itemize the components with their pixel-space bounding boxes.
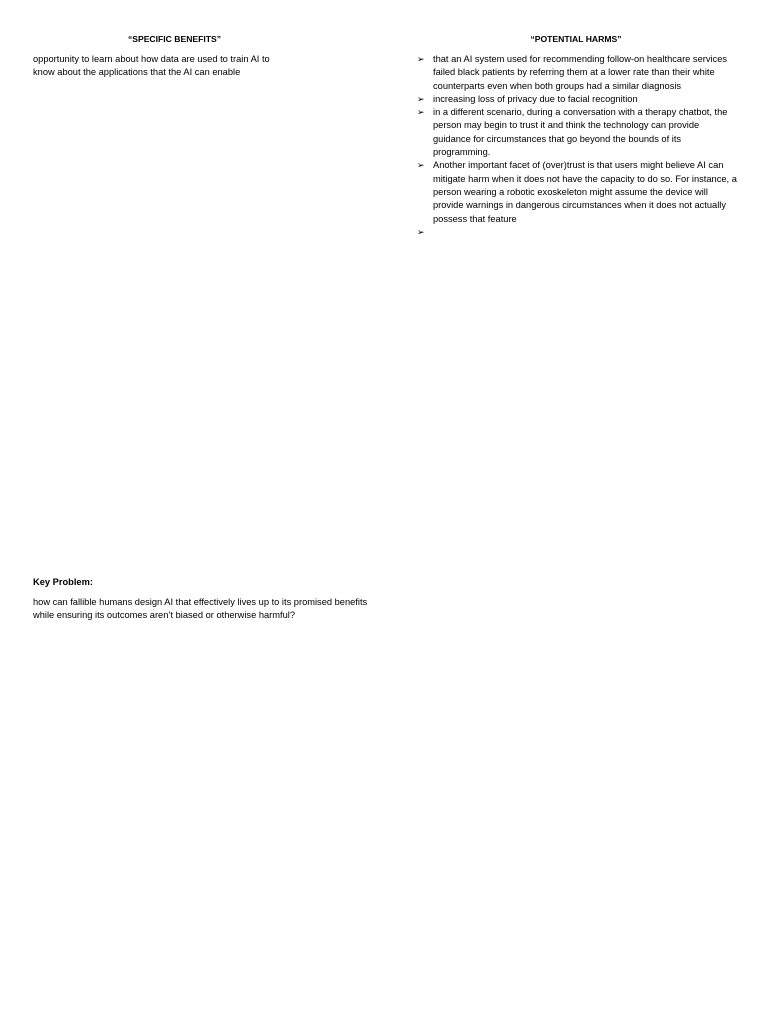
harms-list: [417, 53, 737, 239]
benefits-text: opportunity to learn about how data are used to train AI to know about the applications that the AI can enable: [33, 54, 270, 78]
arrow-bullet-icon: ➢: [417, 160, 425, 171]
harms-heading: “POTENTIAL HARMS”: [530, 34, 622, 44]
arrow-bullet-icon: ➢: [417, 107, 425, 118]
harm-item-text: in a different scenario, during a conversation with a therapy chatbot, the person may begin to trust it and think the technology can provide guidance for circumstances that go beyond the bounds of its programming.: [433, 107, 728, 158]
list-item: [417, 53, 737, 93]
benefits-heading: “SPECIFIC BENEFITS”: [127, 34, 222, 44]
list-item: [417, 226, 737, 239]
list-item: [417, 159, 737, 225]
arrow-bullet-icon: ➢: [417, 93, 425, 104]
arrow-bullet-icon: ➢: [417, 54, 425, 64]
arrow-bullet-icon: ➢: [417, 226, 425, 237]
key-problem-title: Key Problem:: [33, 577, 93, 587]
key-problem-text: how can fallible humans design AI that effectively lives up to its promised benefits while ensuring its outcomes aren’t biased or otherwise harmful?: [33, 597, 368, 621]
harm-item-text: [433, 227, 436, 237]
list-item: [417, 93, 737, 106]
list-item: [417, 106, 737, 159]
harm-item-text: that an AI system used for recommending follow-on healthcare services failed black patients by referring them at a lower rate than their white counterparts even when both groups had a similar diagnosis: [433, 54, 728, 91]
harm-item-text: Another important facet of (over)trust is that users might believe AI can mitigate harm when it does not have the capacity to do so. For instance, a person wearing a robotic exoskeleton might assume the device will provide warnings in dangerous circumstances when it does not actually possess that feature: [433, 160, 737, 224]
harm-item-text: increasing loss of privacy due to facial recognition: [433, 93, 638, 104]
